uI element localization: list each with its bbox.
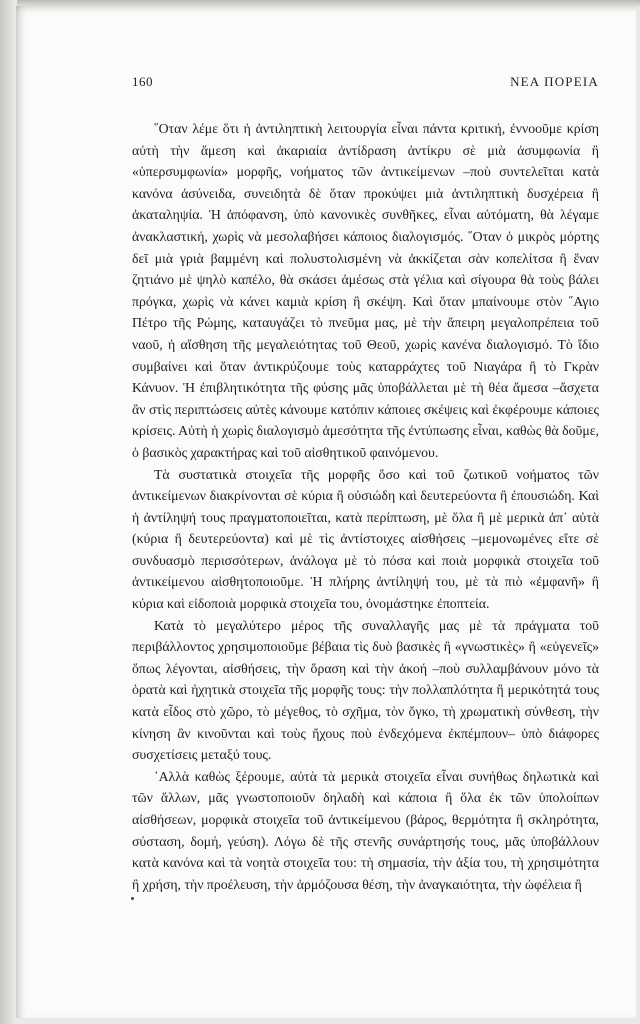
scan-left-edge	[0, 0, 17, 1024]
running-head	[132, 74, 599, 92]
body-text	[132, 118, 599, 895]
paragraph-1: ῞Οταν λέμε ὅτι ἡ ἀντιληπτικὴ λειτουργία εἶναι πάντα κριτική, ἐννοοῦμε κρίση αὐτὴ τὴν ἄμεση καὶ ἀκαριαία ἀντίδραση ἀντίκρυ σὲ μιὰ ἀσυμφωνία ἢ «ὑπερσυμφωνία» μορφῆς, νοήματος τῶν ἀντικείμενων –ποὺ συντελεῖται κατὰ κανόνα ἀσύνειδα, συνειδητὰ δὲ ὅταν προκύψει μιὰ ἀντιληπτικὴ δυσχέρεια ἢ ἀκαταληψία. Ἡ ἀπόφανση, ὑπὸ κανονικὲς συνθῆκες, εἶναι αὐτόματη, θὰ λέγαμε ἀνακλαστική, χωρὶς νὰ μεσολαβήσει κάποιος διαλογισμός. ῞Οταν ὁ μικρὸς μόρτης δεῖ μιὰ γριὰ βαμμένη καὶ πολυστολισμένη νὰ ἀκκίζεται σὰν κοπελίτσα ἢ ἕναν ζητιάνο μὲ ψηλὸ καπέλο, θὰ σκάσει ἀμέσως στὰ γέλια καὶ σίγουρα θὰ τοὺς βάλει πρόγκα, χωρὶς νὰ κάνει καμιὰ κρίση ἢ σκέψη. Καὶ ὅταν μπαίνουμε στὸν ῞Αγιο Πέτρο τῆς Ρώμης, καταυγάζει τὸ πνεῦμα μας, μὲ τὴν ἄπειρη μεγαλοπρέπεια τοῦ ναοῦ, ἡ αἴσθηση τῆς μεγαλειότητας τοῦ Θεοῦ, χωρὶς κανένα διαλογισμό. Τὸ ἴδιο συμβαίνει καὶ ὅταν ἀντικρύζουμε τοὺς καταρράχτες τοῦ Νιαγάρα ἢ τὸ Γκρὰν Κάνυον. Ἡ ἐπιβλητικότητα τῆς φύσης μᾶς ὑποβάλλεται μὲ τὴ θέα ἄμεσα –ἄσχετα ἂν στὶς περιπτώσεις αὐτὲς κάνουμε κατόπιν κάποιες σκέψεις καὶ ἐκφέρουμε κάποιες κρίσεις. Αὐτὴ ἡ χωρὶς διαλογισμὸ ἀμεσότητα τῆς ἐντύπωσης εἶναι, καθὼς θὰ δοῦμε, ὁ βασικὸς χαρακτήρας καὶ τοῦ αἰσθητικοῦ φαινόμενου.	[132, 121, 599, 460]
paragraph-4: ᾽Αλλὰ καθὼς ξέρουμε, αὐτὰ τὰ μερικὰ στοιχεῖα εἶναι συνήθως δηλωτικὰ καὶ τῶν ἄλλων, μᾶς γνωστοποιοῦν δηλαδὴ καὶ κάποια ἢ ὅλα ἐκ τῶν ὑπολοίπων αἰσθήσεων, μορφικὰ στοιχεῖα τοῦ ἀντικείμενου (βάρος, θερμότητα ἢ σκληρότητα, σύσταση, δομή, γεύση). Λόγω δὲ τῆς στενῆς συνάρτησής τους, μᾶς ὑποβάλλουν κατὰ κανόνα καὶ τὰ νοητὰ στοιχεῖα του: τὴ σημασία, τὴν ἀξία του, τὴ χρησιμότητα ἢ χρήση, τὴν προέλευση, τὴν ἁρμόζουσα θέση, τὴν ἀναγκαιότητα, τὴν ὠφέλεια ἢ	[132, 768, 599, 892]
page-number: 160	[132, 74, 153, 89]
ink-speck	[131, 897, 134, 900]
running-title: ΝΕΑ ΠΟΡΕΙΑ	[510, 74, 599, 89]
paragraph-3: Κατὰ τὸ μεγαλύτερο μέρος τῆς συναλλαγῆς μας μὲ τὰ πράγματα τοῦ περιβάλλοντος χρησιμοποιοῦμε βέβαια τὶς δυὸ βασικὲς ἢ «γνωστικὲς» ἢ «εὐγενεῖς» ὅπως λέγονται, αἰσθήσεις, τὴν ὅραση καὶ τὴν ἀκοή –ποὺ συλλαμβάνουν μόνο τὰ ὁρατὰ καὶ ἠχητικὰ στοιχεῖα τῆς μορφῆς τους: τὴν πολλαπλότητα ἢ μερικότητά τους κατὰ εἶδος στὸ χῶρο, τὸ μέγεθος, τὸ σχῆμα, τὸν ὄγκο, τὴ χρωματικὴ σύνθεση, τὴν κίνηση ἂν κινοῦνται καὶ τοὺς ἤχους ποὺ ἐνδεχόμενα ἐκπέμπουν– ὑπὸ διάφορες συσχετίσεις μεταξύ τους.	[132, 617, 599, 763]
paragraph-2: Τὰ συστατικὰ στοιχεῖα τῆς μορφῆς ὅσο καὶ τοῦ ζωτικοῦ νοήματος τῶν ἀντικείμενων διακρίνονται σὲ κύρια ἢ οὐσιώδη καὶ δευτερεύοντα ἢ ἐπουσιώδη. Καὶ ἡ ἀντίληψή τους πραγματοποιεῖται, κατὰ περίπτωση, μὲ ὅλα ἢ μὲ μερικὰ ἀπ᾽ αὐτὰ (κύρια ἢ δευτερεύοντα) καὶ μὲ τὶς ἀντίστοιχες αἰσθήσεις –μεμονωμένες εἴτε σὲ συνδυασμὸ περισσότερων, ἀνάλογα μὲ τὸ πόσα καὶ ποιὰ μορφικὰ στοιχεῖα τοῦ ἀντικείμενου αἰσθητοποιοῦμε. Ἡ πλήρης ἀντίληψή του, μὲ τὰ πιὸ «ἐμφανῆ» ἢ κύρια καὶ εἰδοποιὰ μορφικὰ στοιχεῖα του, ὀνομάστηκε ἐποπτεία.	[132, 466, 599, 612]
